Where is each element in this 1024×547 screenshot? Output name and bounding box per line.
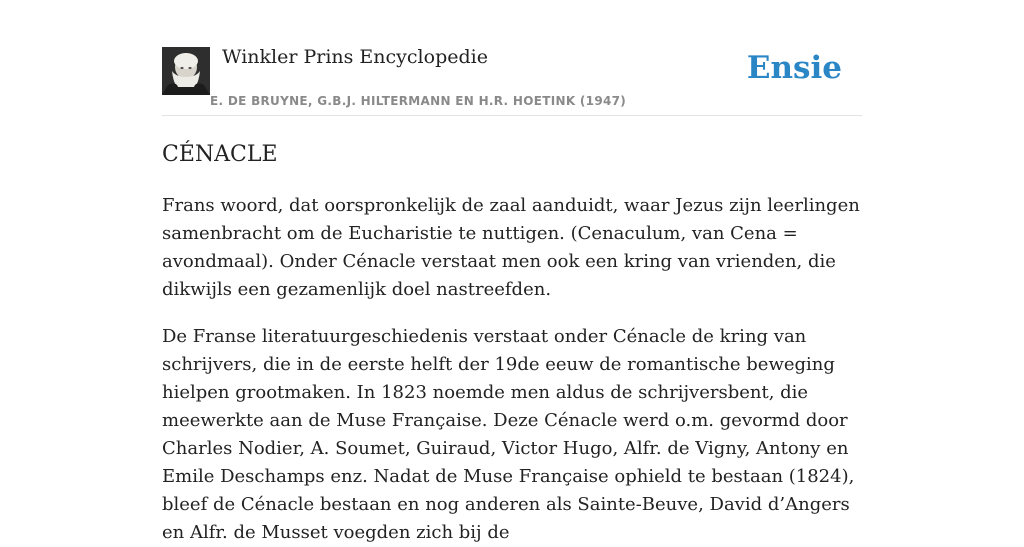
article-paragraph: Frans woord, dat oorspronkelijk de zaal aanduidt, waar Jezus zijn leerlingen samenbracht om de Eucharistie te nuttigen. (Cenaculum, van Cena = avondmaal). Onder Cénacle verstaat men ook een kring van vrienden, die dikwijls een gezamenlijk doel nastreefden. xyxy=(162,195,860,300)
source-title[interactable]: Winkler Prins Encyclopedie xyxy=(222,46,488,68)
brand-logo[interactable]: Ensie xyxy=(746,50,842,86)
content-column xyxy=(162,0,862,547)
article-paragraph: De Franse literatuurgeschiedenis verstaat onder Cénacle de kring van schrijvers, die in de eerste helft der 19de eeuw de romantische beweging hielpen grootmaken. In 1823 noemde men aldus de schrijversbent, die meewerkte aan de Muse Française. Deze Cénacle werd o.m. gevormd door Charles Nodier, A. Soumet, Guiraud, Victor Hugo, Alfr. de Vigny, Antony en Emile Deschamps enz. Nadat de Muse Française ophield te bestaan (1824), bleef de Cénacle bestaan en nog anderen als Sainte-Beuve, David d’Angers en Alfr. de Musset voegden zich bij de xyxy=(162,326,855,543)
article-title: CÉNACLE xyxy=(162,142,278,167)
source-header xyxy=(162,0,862,116)
avatar[interactable] xyxy=(162,47,210,95)
source-authors: E. DE BRUYNE, G.B.J. HILTERMANN EN H.R. HOETINK (1947) xyxy=(210,94,627,108)
author-portrait-icon xyxy=(162,47,210,95)
